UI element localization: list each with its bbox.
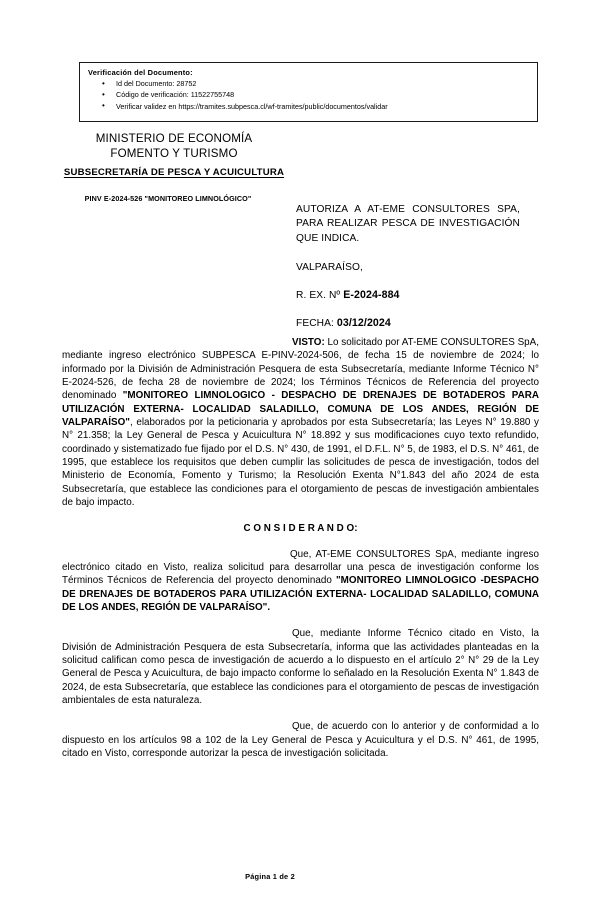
page-footer: Página 1 de 2 xyxy=(245,872,295,881)
resolution-number-label: R. EX. Nº xyxy=(296,290,344,302)
ministry-header xyxy=(48,131,300,162)
bullet-icon: • xyxy=(102,101,105,111)
bullet-icon: • xyxy=(102,78,105,88)
visto-paragraph xyxy=(62,336,539,509)
verification-item-url xyxy=(88,101,537,112)
bullet-icon: • xyxy=(102,89,105,99)
verification-item-label: Verificar validez en https://tramites.subpesca.cl/wf-tramites/public/documentos/validar xyxy=(116,101,388,111)
considerando-heading: C O N S I D E R A N D O: xyxy=(243,523,358,535)
subsecretaria-heading-label: SUBSECRETARÍA DE PESCA Y ACUICULTURA xyxy=(63,167,285,178)
verification-box-title: Verificación del Documento: xyxy=(88,68,193,77)
resolution-number-value: E-2024-884 xyxy=(343,289,400,302)
verification-item-list xyxy=(88,78,537,111)
ministry-name-line-2: FOMENTO Y TURISMO xyxy=(110,147,238,161)
resolution-title-block xyxy=(296,203,520,329)
authorization-subject: AUTORIZA A AT-EME CONSULTORES SPA, PARA REALIZAR PESCA DE INVESTIGACIÓN QUE INDICA. xyxy=(296,204,520,244)
resolution-date-label: FECHA: xyxy=(296,318,337,330)
verification-item-label: Id del Documento: 28752 xyxy=(116,79,197,89)
resolution-number-line xyxy=(296,289,520,301)
verification-item-code xyxy=(88,89,537,100)
issue-place: VALPARAÍSO, xyxy=(296,262,363,274)
visto-text-part-2: , elaborados por la peticionaria y aprobados por esta Subsecretaría; las Leyes N° 19.880 y N° 21.358; la Ley General de Pesca y Acuicultura N° 18.892 y sus modificaciones cuyo texto refundido, coordinado y sistematizado fue fijado por el D.S. N° 430, de 1991, el D.F.L. N° 5, de 1983, el D.S. N° 461, de 1995, que establece los requisitos que deben cumplir las solicitudes de pesca de investigación, todos del Ministerio de Economía, Fomento y Turismo; la Resolución Exenta N°1.843 del año 2024 de esta Subsecretaría, que establece las condiciones para el otorgamiento de pescas de investigación ambientales de bajo impacto. xyxy=(62,416,539,508)
considerando-1-project-title: "MONITOREO LIMNOLOGICO -DESPACHO DE DRENAJES DE BOTADEROS PARA UTILIZACIÓN EXTERNA- LOCALIDAD SALADILLO, COMUNA DE LOS ANDES, REGIÓN DE VALPARAÍSO". xyxy=(62,575,539,613)
resolution-date-line xyxy=(296,317,520,329)
verification-box xyxy=(79,62,538,122)
considerando-1-text: Que, AT-EME CONSULTORES SpA, mediante ingreso electrónico citado en Visto, realiza solicitud para desarrollar una pesca de investigación conforme los Términos Técnicos de Referencia del proyecto denominado xyxy=(62,548,539,587)
verification-item-document-id xyxy=(88,78,537,89)
verification-item-label: Código de verificación: 11522755748 xyxy=(116,90,235,100)
resolution-date-value: 03/12/2024 xyxy=(336,317,391,330)
visto-label: VISTO: xyxy=(292,337,325,348)
subsecretaria-heading xyxy=(48,166,300,179)
pinv-reference: PINV E-2024-526 "MONITOREO LIMNOLÓGICO" xyxy=(84,194,252,203)
visto-text-part-1: Lo solicitado por AT-EME CONSULTORES SpA, mediante ingreso electrónico SUBPESCA E-PINV-2024-506, de fecha 15 de noviembre de 2024; lo informado por la División de Administración Pesquera de esta Subsecretaría, mediante Informe Técnico N° E-2024-526, de fecha 28 de noviembre de 2024; los Términos Técnicos de Referencia del proyecto denominado xyxy=(62,337,539,402)
considerando-paragraph-3: Que, de acuerdo con lo anterior y de conformidad a lo dispuesto en los artículos 98 a 102 de la Ley General de Pesca y Acuicultura y el D.S. N° 461, de 1995, citado en Visto, corresponde autorizar la pesca de investigación solicitada. xyxy=(62,721,539,759)
ministry-name-line-1: MINISTERIO DE ECONOMÍA xyxy=(95,132,253,145)
considerando-paragraph-2: Que, mediante Informe Técnico citado en Visto, la División de Administración Pesquera de esta Subsecretaría, informa que las actividades planteadas en la solicitud califican como pesca de investigación de acuerdo a lo dispuesto en el artículo 2° N° 29 de la Ley General de Pesca y Acuicultura, de bajo impacto conforme lo señalado en la Resolución Exenta N° 1.843 de 2024, de esta Subsecretaría, que establece las condiciones para el otorgamiento de pescas de investigación ambientales de esta naturaleza. xyxy=(62,628,539,706)
document-body xyxy=(62,336,539,773)
visto-project-title: "MONITOREO LIMNOLOGICO - DESPACHO DE DRENAJES DE BOTADEROS PARA UTILIZACIÓN EXTERNA- LOCALIDAD SALADILLO, COMUNA DE LOS ANDES, REGIÓN DE VALPARAÍSO" xyxy=(62,390,539,428)
considerando-paragraph-1 xyxy=(62,548,539,615)
